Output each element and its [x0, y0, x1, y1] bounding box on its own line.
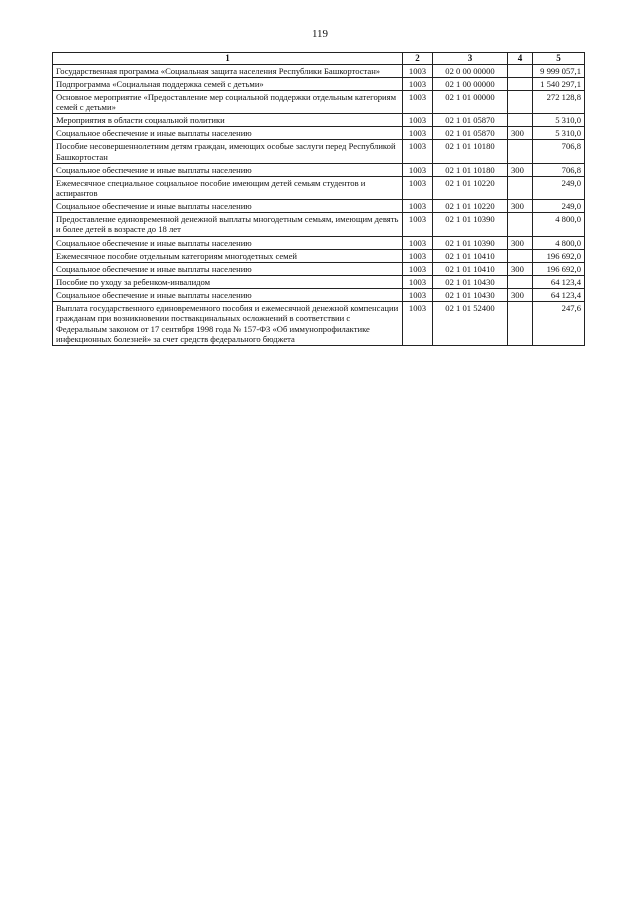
table-row	[53, 276, 585, 289]
row-name: Социальное обеспечение и иные выплаты населению	[53, 200, 403, 213]
row-type: 300	[508, 127, 533, 140]
row-code: 02 1 01 05870	[433, 114, 508, 127]
table-row	[53, 249, 585, 262]
row-amount: 64 123,4	[533, 276, 585, 289]
row-code: 02 1 01 10220	[433, 176, 508, 199]
table-row	[53, 176, 585, 199]
row-amount: 4 800,0	[533, 236, 585, 249]
row-code: 02 1 01 10390	[433, 213, 508, 236]
row-name: Предоставление единовременной денежной выплаты многодетным семьям, имеющим девять и более детей в возрасте до 18 лет	[53, 213, 403, 236]
column-header-amount: 5	[533, 53, 585, 65]
row-section: 1003	[403, 90, 433, 113]
page-number: 119	[311, 28, 329, 40]
row-type: 300	[508, 262, 533, 275]
row-type	[508, 90, 533, 113]
row-code: 02 1 00 00000	[433, 77, 508, 90]
row-type	[508, 249, 533, 262]
table-row	[53, 127, 585, 140]
row-code: 02 1 01 00000	[433, 90, 508, 113]
table-row	[53, 262, 585, 275]
row-type	[508, 302, 533, 346]
row-name: Социальное обеспечение и иные выплаты населению	[53, 289, 403, 302]
row-type	[508, 114, 533, 127]
row-name: Социальное обеспечение и иные выплаты населению	[53, 236, 403, 249]
table-row	[53, 302, 585, 346]
row-type	[508, 176, 533, 199]
table-row	[53, 163, 585, 176]
table-row	[53, 236, 585, 249]
row-section: 1003	[403, 302, 433, 346]
row-code: 02 1 01 10180	[433, 163, 508, 176]
row-code: 02 1 01 10180	[433, 140, 508, 163]
column-header-name: 1	[53, 53, 403, 65]
row-section: 1003	[403, 213, 433, 236]
row-section: 1003	[403, 176, 433, 199]
row-type: 300	[508, 200, 533, 213]
row-amount: 9 999 057,1	[533, 64, 585, 77]
budget-table	[52, 52, 585, 346]
row-code: 02 1 01 10430	[433, 289, 508, 302]
row-code: 02 1 01 52400	[433, 302, 508, 346]
row-section: 1003	[403, 276, 433, 289]
row-amount: 196 692,0	[533, 249, 585, 262]
row-section: 1003	[403, 163, 433, 176]
row-section: 1003	[403, 262, 433, 275]
table-row	[53, 140, 585, 163]
table-row	[53, 289, 585, 302]
row-name: Социальное обеспечение и иные выплаты населению	[53, 163, 403, 176]
column-header-code: 3	[433, 53, 508, 65]
table-row	[53, 213, 585, 236]
row-code: 02 1 01 10410	[433, 262, 508, 275]
row-name: Подпрограмма «Социальная поддержка семей с детьми»	[53, 77, 403, 90]
row-amount: 1 540 297,1	[533, 77, 585, 90]
table-body	[53, 64, 585, 345]
row-amount: 247,6	[533, 302, 585, 346]
row-section: 1003	[403, 289, 433, 302]
row-section: 1003	[403, 236, 433, 249]
row-code: 02 1 01 10390	[433, 236, 508, 249]
row-code: 02 1 01 10220	[433, 200, 508, 213]
header-row	[53, 53, 585, 65]
row-amount: 706,8	[533, 163, 585, 176]
row-section: 1003	[403, 64, 433, 77]
row-section: 1003	[403, 200, 433, 213]
table-row	[53, 200, 585, 213]
row-amount: 272 128,8	[533, 90, 585, 113]
row-amount: 196 692,0	[533, 262, 585, 275]
row-name: Основное мероприятие «Предоставление мер социальной поддержки отдельным категориям семей с детьми»	[53, 90, 403, 113]
table-row	[53, 90, 585, 113]
row-amount: 249,0	[533, 200, 585, 213]
row-section: 1003	[403, 114, 433, 127]
row-type	[508, 276, 533, 289]
row-type	[508, 64, 533, 77]
row-code: 02 1 01 10430	[433, 276, 508, 289]
row-section: 1003	[403, 140, 433, 163]
row-amount: 5 310,0	[533, 114, 585, 127]
row-type: 300	[508, 163, 533, 176]
row-name: Выплата государственного единовременного пособия и ежемесячной денежной компенсации гражданам при возникновении поствакцинальных осложнений в соответствии с Федеральным законом от 17 сентября 1998 года № 157-ФЗ «Об иммунопрофилактике инфекционных болезней» за счет средств федерального бюджета	[53, 302, 403, 346]
row-name: Социальное обеспечение и иные выплаты населению	[53, 127, 403, 140]
row-code: 02 0 00 00000	[433, 64, 508, 77]
row-amount: 706,8	[533, 140, 585, 163]
row-type	[508, 213, 533, 236]
row-name: Ежемесячное пособие отдельным категориям многодетных семей	[53, 249, 403, 262]
row-amount: 5 310,0	[533, 127, 585, 140]
column-header-section: 2	[403, 53, 433, 65]
row-type	[508, 140, 533, 163]
table-row	[53, 77, 585, 90]
row-amount: 4 800,0	[533, 213, 585, 236]
row-section: 1003	[403, 127, 433, 140]
row-type: 300	[508, 289, 533, 302]
table-row	[53, 64, 585, 77]
row-type	[508, 77, 533, 90]
row-section: 1003	[403, 77, 433, 90]
row-name: Государственная программа «Социальная защита населения Республики Башкортостан»	[53, 64, 403, 77]
row-amount: 249,0	[533, 176, 585, 199]
row-name: Пособие несовершеннолетним детям граждан, имеющих особые заслуги перед Республикой Башкортостан	[53, 140, 403, 163]
row-section: 1003	[403, 249, 433, 262]
row-name: Ежемесячное специальное социальное пособие имеющим детей семьям студентов и аспирантов	[53, 176, 403, 199]
row-amount: 64 123,4	[533, 289, 585, 302]
row-name: Пособие по уходу за ребенком-инвалидом	[53, 276, 403, 289]
row-code: 02 1 01 05870	[433, 127, 508, 140]
column-header-type: 4	[508, 53, 533, 65]
row-name: Социальное обеспечение и иные выплаты населению	[53, 262, 403, 275]
row-type: 300	[508, 236, 533, 249]
table-row	[53, 114, 585, 127]
row-name: Мероприятия в области социальной политики	[53, 114, 403, 127]
row-code: 02 1 01 10410	[433, 249, 508, 262]
